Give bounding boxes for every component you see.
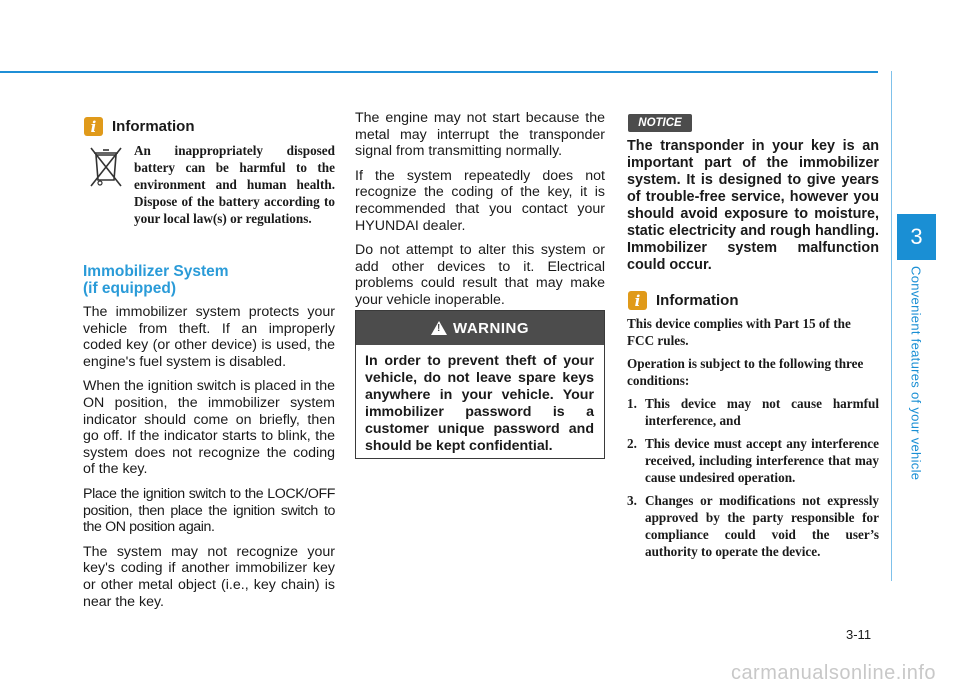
- warning-label: WARNING: [453, 319, 529, 337]
- chapter-title: Convenient features of your vehicle: [908, 266, 924, 481]
- chapter-tab: [897, 214, 936, 260]
- crossed-bin-icon: [86, 144, 126, 190]
- warning-box: [355, 310, 605, 459]
- info-header-2: [628, 291, 739, 310]
- warning-triangle-icon: !: [431, 321, 447, 335]
- col2-body: [355, 110, 605, 309]
- info-title: Information: [656, 292, 739, 309]
- fcc-statement: [627, 315, 879, 566]
- section-title-line2: (if equipped): [83, 280, 176, 297]
- section-title-line1: Immobilizer System: [83, 263, 229, 280]
- paragraph: The immobilizer system protects your vehicle from theft. If an improperly coded key (or other device) is used, the engine's fuel system is disabled.: [83, 304, 335, 370]
- watermark: carmanualsonline.info: [730, 662, 936, 684]
- list-text: This device must accept any interference received, including interference that may cause undesired operation.: [645, 436, 879, 485]
- list-number: 3.: [627, 493, 637, 508]
- list-text: This device may not cause harmful interference, and: [645, 396, 879, 428]
- side-rule: [891, 71, 892, 581]
- chapter-number: 3: [910, 224, 923, 249]
- list-number: 1.: [627, 396, 637, 411]
- paragraph: The engine may not start because the metal may interrupt the transponder signal from transmitting normally.: [355, 110, 605, 160]
- battery-note: An inappropriately disposed battery can be harmful to the environment and human health. Dispose of the battery according to your local law(s) or regulations.: [134, 143, 335, 226]
- page-number: 3-11: [846, 627, 872, 642]
- paragraph: When the ignition switch is placed in the ON position, the immobilizer system indicator should come on briefly, then go off. If the indicator starts to blink, the system does not recognize the coding of the key.: [83, 378, 335, 478]
- paragraph: Operation is subject to the following three conditions:: [627, 356, 864, 388]
- paragraph: Do not attempt to alter this system or add other devices to it. Electrical problems could result that may make your vehicle inoperable.: [355, 242, 605, 308]
- list-text: Changes or modifications not expressly approved by the party responsible for compliance could void the user’s authority to operate the device.: [645, 493, 879, 559]
- notice-text: The transponder in your key is an important part of the immobilizer system. It is designed to give years of trouble-free service, however you should avoid exposure to moisture, static electricity and rough handling. Immobilizer system malfunction could occur.: [627, 138, 879, 273]
- list-number: 2.: [627, 436, 637, 451]
- info-icon: i: [628, 291, 647, 310]
- paragraph: Place the ignition switch to the LOCK/OFF position, then place the ignition switch to the ON position again.: [83, 485, 335, 536]
- notice-badge: NOTICE: [628, 114, 692, 132]
- paragraph: The system may not recognize your key's coding if another immobilizer key or other metal object (i.e., key chain) is near the key.: [83, 543, 335, 610]
- paragraph: This device complies with Part 15 of the FCC rules.: [627, 316, 851, 348]
- warning-header: [356, 311, 604, 345]
- list-item: [627, 492, 879, 560]
- list-item: [627, 435, 879, 486]
- warning-text: In order to prevent theft of your vehicle, do not leave spare keys anywhere in your vehicle. Your immobilizer password is a customer unique password and should be kept confidential.: [365, 353, 594, 454]
- header-rule: [0, 71, 878, 73]
- info-header-1: [84, 117, 195, 136]
- section-title: [83, 263, 335, 297]
- info-icon: i: [84, 117, 103, 136]
- info-title: Information: [112, 118, 195, 135]
- list-item: [627, 395, 879, 429]
- col1-body: [83, 304, 335, 610]
- paragraph: If the system repeatedly does not recognize the coding of the key, it is recommended that you contact your HYUNDAI dealer.: [355, 167, 605, 234]
